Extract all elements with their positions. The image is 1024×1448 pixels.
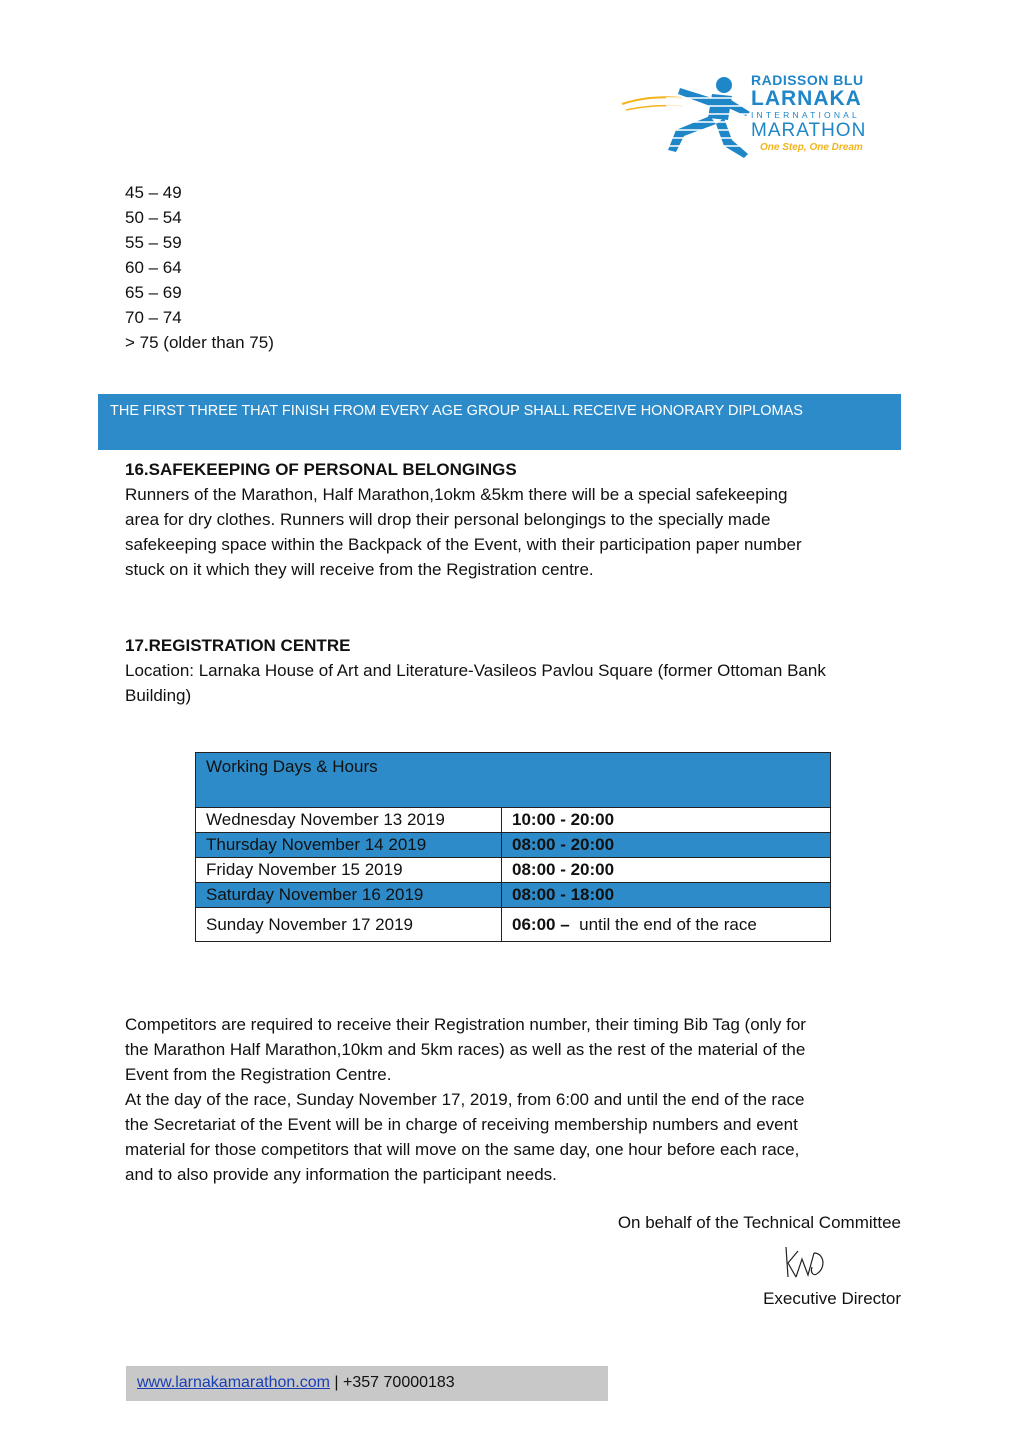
table-cell-time: 08:00 - 20:00 [502,858,831,883]
competitors-paragraph [125,1012,905,1187]
table-row [196,908,831,942]
paragraph-line: At the day of the race, Sunday November 17, 2019, from 6:00 and until the end of the race [125,1090,805,1109]
paragraph-line: the Marathon Half Marathon,10km and 5km races) as well as the rest of the material of the [125,1040,806,1059]
footer-separator: | [334,1374,339,1391]
logo-tagline: One Step, One Dream [760,142,863,153]
table-row [196,808,831,833]
section-heading: 17.REGISTRATION CENTRE [125,636,351,655]
footer-content [137,1374,455,1392]
table-row [196,883,831,908]
table-row [196,858,831,883]
list-item: 55 – 59 [125,233,182,252]
list-item: 70 – 74 [125,308,182,327]
section-registration-centre [125,633,905,708]
paragraph-line: Building) [125,686,192,705]
list-item: 65 – 69 [125,283,182,302]
paragraph-line: Competitors are required to receive their Registration number, their timing Bib Tag (only for [125,1015,806,1034]
logo-sponsor: RADISSON BLU [751,72,864,88]
table-cell-time: 08:00 - 20:00 [502,833,831,858]
table-cell-time: 06:00 – until the end of the race [502,908,831,942]
table-cell-day: Friday November 15 2019 [196,858,502,883]
paragraph-line: area for dry clothes. Runners will drop their personal belongings to the specially made [125,510,771,529]
signature-icon [780,1243,830,1283]
marathon-logo [620,68,880,163]
age-group-list [125,180,274,355]
phone-number: +357 70000183 [343,1374,455,1391]
table-header-row [196,753,831,808]
website-link[interactable]: www.larnakamarathon.com [137,1374,330,1391]
behalf-line: On behalf of the Technical Committee [617,1213,901,1232]
paragraph-line: Runners of the Marathon, Half Marathon,1okm &5km there will be a special safekeeping [125,485,788,504]
table-cell-day: Sunday November 17 2019 [196,908,502,942]
table-cell-time: 10:00 - 20:00 [502,808,831,833]
table-cell-day: Wednesday November 13 2019 [196,808,502,833]
paragraph-line: safekeeping space within the Backpack of the Event, with their participation paper number [125,535,802,554]
runner-logo-icon [620,68,755,163]
list-item: > 75 (older than 75) [125,333,274,352]
banner-text: THE FIRST THREE THAT FINISH FROM EVERY AGE GROUP SHALL RECEIVE HONORARY DIPLOMAS [110,403,803,419]
paragraph-line: the Secretariat of the Event will be in charge of receiving membership numbers and event [125,1115,798,1134]
paragraph-line: Event from the Registration Centre. [125,1065,392,1084]
logo-text [751,72,866,154]
diplomas-banner [98,394,901,450]
footer-bar [126,1366,608,1401]
section-safekeeping [125,457,905,582]
list-item: 45 – 49 [125,183,182,202]
table-row [196,833,831,858]
table-cell-day: Saturday November 16 2019 [196,883,502,908]
paragraph-line: stuck on it which they will receive from the Registration centre. [125,560,594,579]
logo-international: INTERNATIONAL [751,110,860,120]
logo-marathon: MARATHON [751,120,867,141]
logo-city: LARNAKA [751,87,862,110]
list-item: 50 – 54 [125,208,182,227]
time-extra: until the end of the race [579,914,757,934]
paragraph-line: Location: Larnaka House of Art and Literature-Vasileos Pavlou Square (former Ottoman Bank [125,661,826,680]
table-header: Working Days & Hours [196,753,831,808]
working-hours-table [195,752,831,942]
table-cell-time: 08:00 - 18:00 [502,883,831,908]
list-item: 60 – 64 [125,258,182,277]
paragraph-line: material for those competitors that will move on the same day, one hour before each race, [125,1140,800,1159]
executive-director: Executive Director [763,1289,901,1308]
section-heading: 16.SAFEKEEPING OF PERSONAL BELONGINGS [125,460,517,479]
table-cell-day: Thursday November 14 2019 [196,833,502,858]
paragraph-line: and to also provide any information the participant needs. [125,1165,557,1184]
